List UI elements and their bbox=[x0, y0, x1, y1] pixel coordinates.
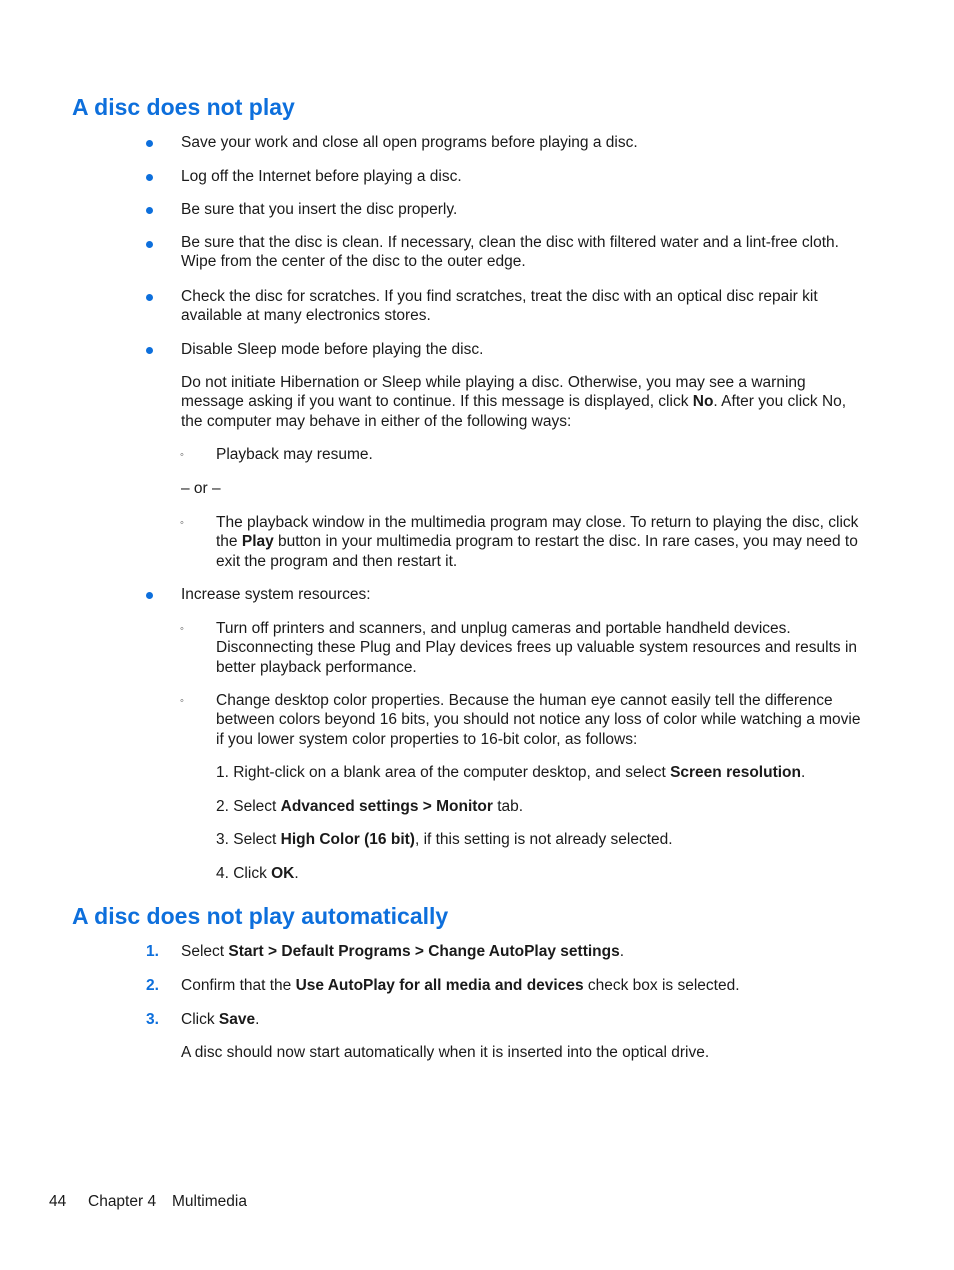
footer-chapter-title: Multimedia bbox=[172, 1193, 247, 1210]
step-bold-term: Save bbox=[218, 1011, 256, 1028]
no-button-reference: No bbox=[692, 393, 714, 411]
section-title-disc-does-not-play: A disc does not play bbox=[72, 94, 295, 120]
bullet-text: Increase system resources: bbox=[181, 586, 371, 603]
sleep-note-paragraph bbox=[181, 373, 871, 431]
step-text: 4. Click bbox=[216, 865, 272, 882]
sleep-note-text: . After you click No, the computer may behave in either of the following ways: bbox=[181, 393, 847, 430]
step-text: , if this setting is not already selected. bbox=[414, 831, 673, 848]
bullet-text: Save your work and close all open programs before playing a disc. bbox=[181, 134, 638, 151]
step-text: tab. bbox=[492, 798, 524, 815]
sub-bullet-text: Playback may resume. bbox=[216, 446, 373, 463]
bullet-dot bbox=[146, 347, 153, 354]
color-step bbox=[216, 864, 871, 883]
color-step bbox=[216, 830, 871, 849]
footer-chapter: Chapter 4 bbox=[88, 1193, 157, 1210]
bullet-text: Disable Sleep mode before playing the disc. bbox=[181, 341, 484, 358]
step-bold-term: Screen resolution bbox=[670, 764, 801, 781]
bullet-text: Check the disc for scratches. If you find scratches, treat the disc with an optical disc repair kit available at many electronics stores. bbox=[181, 288, 818, 325]
step-bold-term: High Color (16 bit) bbox=[280, 831, 415, 848]
bullet-dot bbox=[146, 592, 153, 599]
step-bold-term: Start > Default Programs > Change AutoPlay settings bbox=[228, 943, 620, 960]
step-text: 1. Right-click on a blank area of the computer desktop, and select bbox=[216, 764, 671, 781]
sub-bullet-text: Turn off printers and scanners, and unplug cameras and portable handheld devices. Disconnecting these Plug and Play devices frees up valuable system resources and results in better playback performance. bbox=[216, 620, 858, 676]
sub-bullet-text-part: button in your multimedia program to restart the disc. In rare cases, you may need to exit the program and then restart it. bbox=[216, 533, 858, 570]
sub-bullet-marker: ◦ bbox=[180, 517, 184, 529]
step-number: 1. bbox=[146, 943, 159, 960]
bullet-text: Log off the Internet before playing a disc. bbox=[181, 168, 462, 185]
step-text: . bbox=[294, 865, 299, 882]
sleep-note-text: Do not initiate Hibernation or Sleep while playing a disc. Otherwise, you may see a warning message asking if you want to continue. If this message is displayed, click bbox=[181, 374, 806, 411]
autoplay-result: A disc should now start automatically when it is inserted into the optical drive. bbox=[181, 1044, 710, 1061]
play-button-reference: Play bbox=[241, 533, 274, 551]
autoplay-step bbox=[181, 1010, 871, 1029]
sub-bullet-marker: ◦ bbox=[180, 695, 184, 707]
sub-bullet-marker: ◦ bbox=[180, 623, 184, 635]
or-separator: – or – bbox=[181, 480, 221, 497]
sub-bullet-text: Change desktop color properties. Because the human eye cannot easily tell the difference between colors beyond 16 bits, you should not notice any loss of color while watching a movie if you lower system color properties to 16-bit color, as follows: bbox=[216, 692, 861, 748]
sub-bullet-text-part: The playback window in the multimedia program may close. To return to playing the disc, click the bbox=[216, 514, 859, 551]
bullet-dot bbox=[146, 174, 153, 181]
bullet-text: Be sure that you insert the disc properly. bbox=[181, 201, 458, 218]
bullet-dot bbox=[146, 241, 153, 248]
step-text: . bbox=[619, 943, 625, 960]
step-number: 3. bbox=[146, 1011, 159, 1028]
color-step bbox=[216, 797, 871, 816]
color-step bbox=[216, 763, 871, 782]
page-number: 44 bbox=[49, 1193, 67, 1210]
step-text: check box is selected. bbox=[583, 977, 740, 994]
step-text: . bbox=[801, 764, 806, 781]
step-text: Select bbox=[181, 943, 229, 960]
step-bold-term: Advanced settings > Monitor bbox=[280, 798, 493, 815]
step-bold-term: Use AutoPlay for all media and devices bbox=[295, 977, 584, 994]
bullet-dot bbox=[146, 207, 153, 214]
autoplay-step bbox=[181, 976, 871, 995]
step-text: 3. Select bbox=[216, 831, 281, 848]
bullet-dot bbox=[146, 294, 153, 301]
step-bold-term: OK bbox=[271, 865, 295, 882]
section-title-disc-does-not-play-automatically: A disc does not play automatically bbox=[72, 903, 449, 929]
step-text: Click bbox=[181, 1011, 219, 1028]
sub-bullet-marker: ◦ bbox=[180, 449, 184, 461]
sub-bullet-text bbox=[216, 513, 871, 571]
step-text: . bbox=[255, 1011, 260, 1028]
step-text: 2. Select bbox=[216, 798, 281, 815]
bullet-dot bbox=[146, 140, 153, 147]
step-text: Confirm that the bbox=[181, 977, 296, 994]
autoplay-step bbox=[181, 942, 871, 961]
step-number: 2. bbox=[146, 977, 159, 994]
bullet-text: Be sure that the disc is clean. If necessary, clean the disc with filtered water and a lint-free cloth. Wipe from the center of the disc to the outer edge. bbox=[181, 234, 839, 271]
